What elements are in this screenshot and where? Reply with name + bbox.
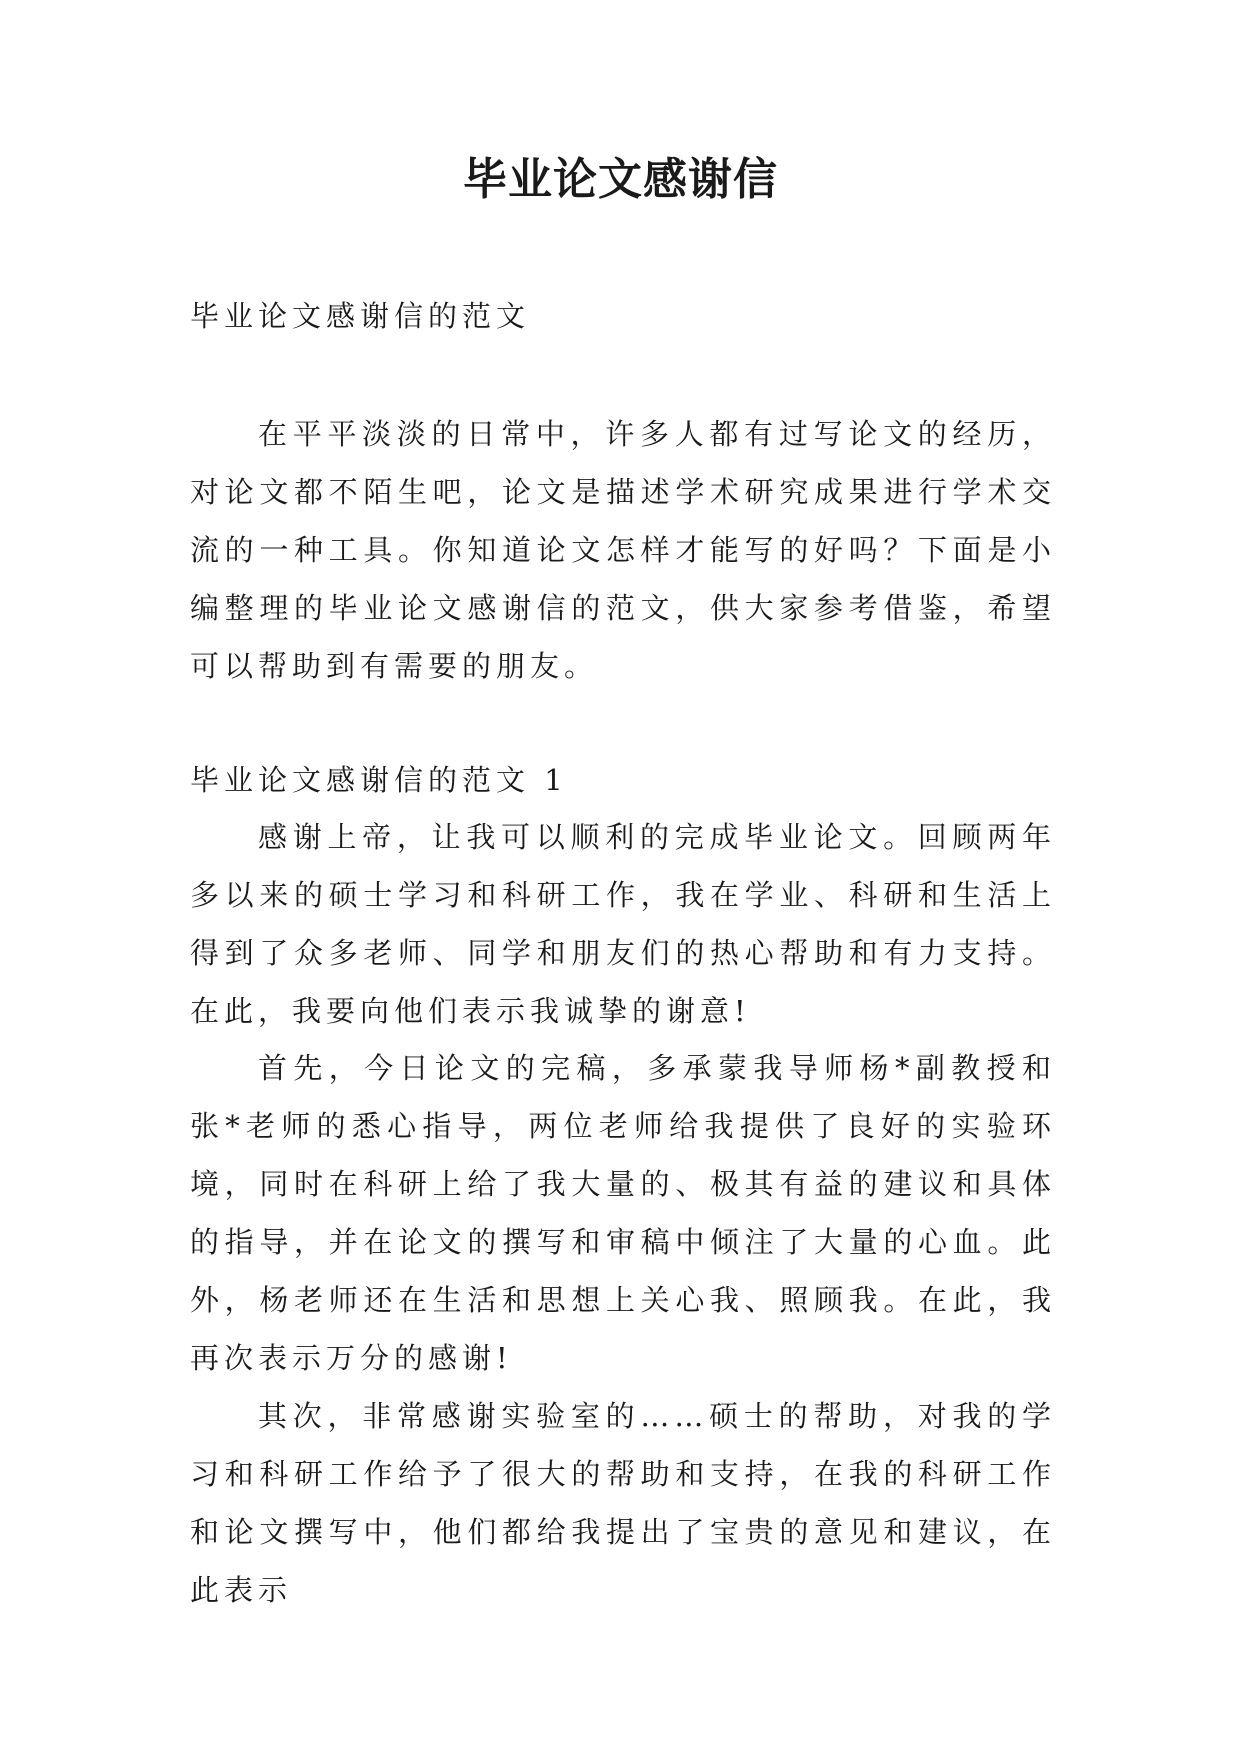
body-paragraph-3: 其次，非常感谢实验室的……硕士的帮助，对我的学习和科研工作给予了很大的帮助和支持，在我的科研工作和论文撰写中，他们都给我提出了宝贵的意见和建议，在此表示 (190, 1399, 1056, 1607)
intro-paragraph: 在平平淡淡的日常中，许多人都有过写论文的经历，对论文都不陌生吧，论文是描述学术研究成果进行学术交流的一种工具。你知道论文怎样才能写的好吗？下面是小编整理的毕业论文感谢信的范文，供大家参考借鉴，希望可以帮助到有需要的朋友。 (190, 417, 1056, 683)
sample-heading: 毕业论文感谢信的范文 1 (190, 763, 568, 797)
document-title: 毕业论文感谢信 (463, 154, 778, 205)
document-subtitle: 毕业论文感谢信的范文 (190, 299, 531, 333)
body-paragraph-2: 首先，今日论文的完稿，多承蒙我导师杨*副教授和张*老师的悉心指导，两位老师给我提供了良好的实验环境，同时在科研上给了我大量的、极其有益的建议和具体的指导，并在论文的撰写和审稿中倾注了大量的心血。此外，杨老师还在生活和思想上关心我、照顾我。在此，我再次表示万分的感谢! (190, 1051, 1056, 1375)
body-paragraph-1: 感谢上帝，让我可以顺利的完成毕业论文。回顾两年多以来的硕士学习和科研工作，我在学业、科研和生活上得到了众多老师、同学和朋友们的热心帮助和有力支持。在此，我要向他们表示我诚挚的谢意! (190, 820, 1056, 1028)
